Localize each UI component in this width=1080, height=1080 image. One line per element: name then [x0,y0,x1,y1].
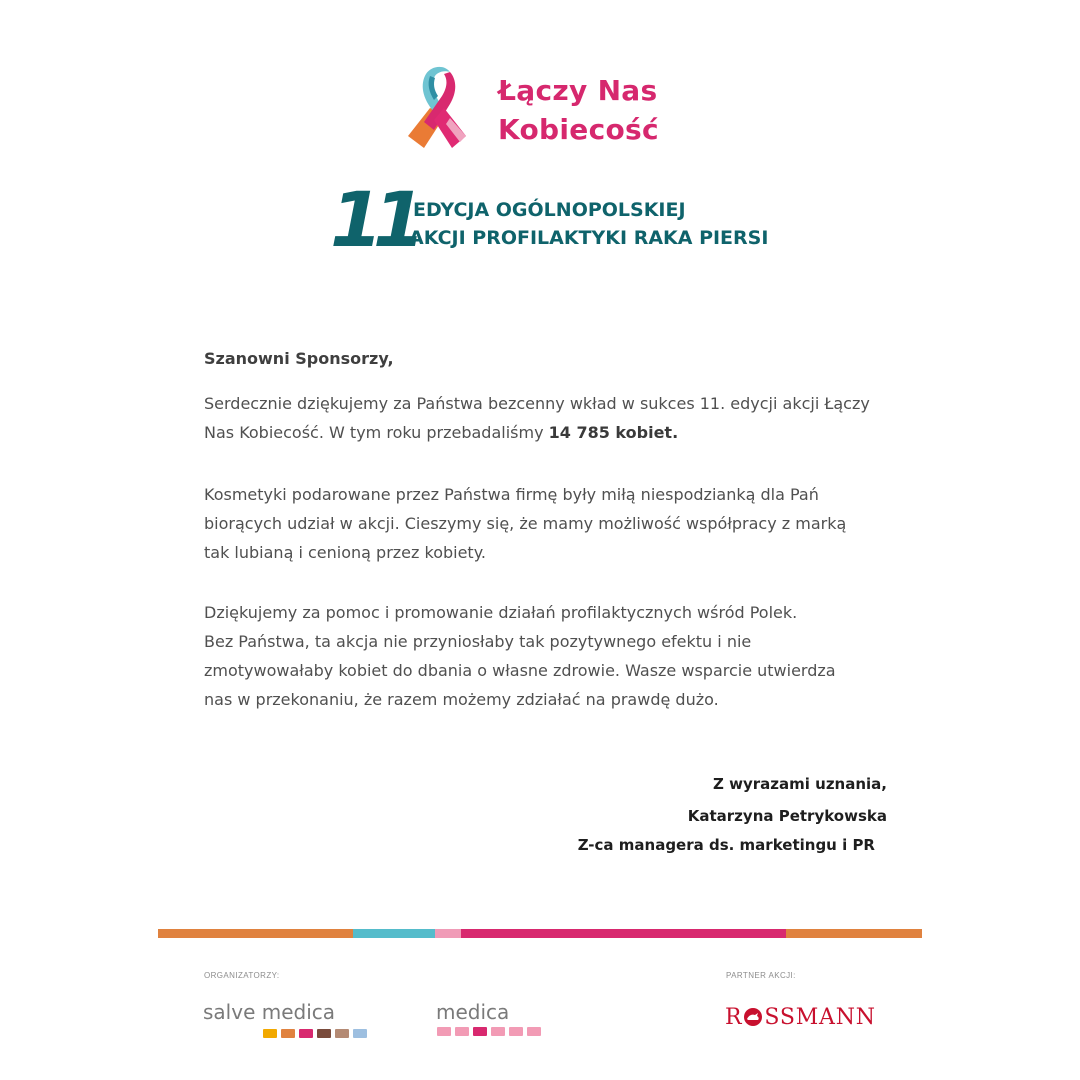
brand-name-line-1: Łączy Nas [498,74,658,107]
medica-squares [437,1027,541,1036]
color-square [527,1027,541,1036]
color-square [455,1027,469,1036]
salve-medica-logo: salve medica [203,1000,336,1024]
rossmann-logo-text-start: R [725,1005,743,1030]
color-square [335,1029,349,1038]
color-square [263,1029,277,1038]
letter-greeting: Szanowni Sponsorzy, [204,349,394,368]
edition-title-line-1: EDYCJA OGÓLNOPOLSKIEJ [413,199,686,221]
edition-title-line-2: AKCJI PROFILAKTYKI RAKA PIERSI [409,227,769,249]
stripe-segment [158,929,353,938]
stripe-segment [461,929,786,938]
color-square [473,1027,487,1036]
stripe-segment [353,929,435,938]
brand-name-line-2: Kobiecość [498,113,659,146]
paragraph-line: Kosmetyki podarowane przez Państwa firmę były miłą niespodzianką dla Pań [204,485,819,504]
signature-name: Katarzyna Petrykowska [687,807,887,825]
rossmann-logo [725,1005,876,1031]
color-square [281,1029,295,1038]
letter-paragraph-1 [204,389,894,447]
color-square [317,1029,331,1038]
medica-logo: medica [436,1000,510,1024]
partner-label: PARTNER AKCJI: [726,971,796,980]
paragraph-line: tak lubianą i cenioną przez kobiety. [204,543,486,562]
color-square [353,1029,367,1038]
color-square [491,1027,505,1036]
paragraph-text: Nas Kobiecość. W tym roku przebadaliśmy [204,423,549,442]
examined-women-count: 14 785 kobiet. [548,423,679,442]
paragraph-line: Serdecznie dziękujemy za Państwa bezcenny wkład w sukces 11. edycji akcji Łączy [204,394,870,413]
paragraph-line: biorących udział w akcji. Cieszymy się, że mamy możliwość współpracy z marką [204,514,847,533]
color-square [437,1027,451,1036]
color-stripe-divider [158,929,922,938]
stripe-segment [786,929,922,938]
paragraph-line: zmotywowałaby kobiet do dbania o własne zdrowie. Wasze wsparcie utwierdza [204,661,836,680]
letter-paragraph-3 [204,598,894,714]
paragraph-line: Bez Państwa, ta akcja nie przyniosłaby tak pozytywnego efektu i nie [204,632,752,651]
color-square [299,1029,313,1038]
signature-role: Z-ca managera ds. marketingu i PR [577,836,875,854]
paragraph-line: nas w przekonaniu, że razem możemy zdziałać na prawdę dużo. [204,690,719,709]
paragraph-line: Dziękujemy za pomoc i promowanie działań profilaktycznych wśród Polek. [204,603,798,622]
rossmann-logo-text-end: SSMANN [764,1005,876,1030]
pink-ribbon-logo-icon [404,62,474,154]
salve-medica-squares [263,1029,367,1038]
edition-number: 11 [330,175,416,264]
paragraph-line [204,418,894,447]
letter-paragraph-2 [204,480,894,567]
stripe-segment [435,929,461,938]
signature-closing: Z wyrazami uznania, [713,775,887,793]
organizers-label: ORGANIZATORZY: [204,971,280,980]
color-square [509,1027,523,1036]
rossmann-o-emblem-icon [743,1007,763,1027]
